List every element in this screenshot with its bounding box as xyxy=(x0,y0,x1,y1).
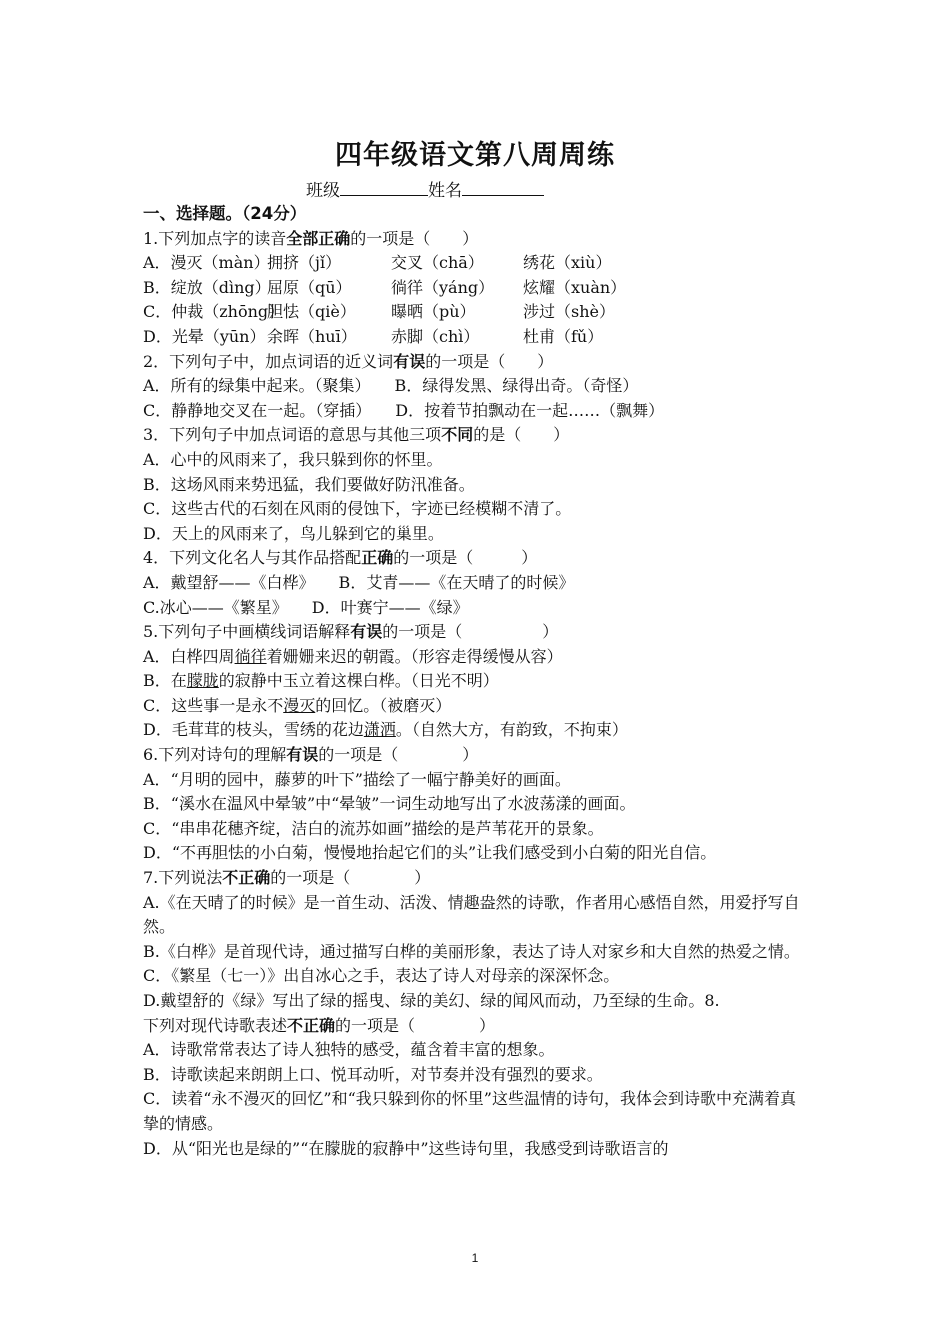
q6-option-d: D．“不再胆怯的小白菊，慢慢地抬起它们的头”让我们感受到小白菊的阳光自信。 xyxy=(143,843,717,863)
q5-option-a: A．白桦四周徜徉着姗姗来迟的朝霞。（形容走得缓慢从容） xyxy=(143,646,563,666)
q2-options-cd: C．静静地交叉在一起。（穿插） D．按着节拍飘动在一起……（飘舞） xyxy=(143,400,665,420)
question-7: 7.下列说法不正确的一项是（ ） xyxy=(143,868,431,888)
name-label: 姓名 xyxy=(428,181,462,201)
question-3: 3．下列句子中加点词语的意思与其他三项不同的是（ ） xyxy=(143,425,570,445)
q3-option-d: D．天上的风雨来了，鸟儿躲到它的巢里。 xyxy=(143,523,444,543)
exam-content xyxy=(143,202,811,1161)
question-8: 下列对现代诗歌表述不正确的一项是（ ） xyxy=(143,1015,496,1035)
section-heading: 一、选择题。（24分） xyxy=(143,204,307,223)
q5-option-b: B．在朦胧的寂静中玉立着这棵白桦。（日光不明） xyxy=(143,671,499,691)
class-blank xyxy=(340,179,428,196)
question-5: 5.下列句子中画横线词语解释有误的一项是（ ） xyxy=(143,622,559,642)
q8-option-a: A．诗歌常常表达了诗人独特的感受，蕴含着丰富的想象。 xyxy=(143,1040,555,1060)
class-label: 班级 xyxy=(306,181,340,201)
question-2: 2．下列句子中，加点词语的近义词有误的一项是（ ） xyxy=(143,351,554,371)
q1-option-c: C．仲裁（zhōng） 胆怯（qiè） 曝晒（pù） 涉过（shè） xyxy=(143,302,615,322)
q3-option-b: B．这场风雨来势迅猛，我们要做好防汛准备。 xyxy=(143,474,475,494)
q5-option-d: D．毛茸茸的枝头，雪绣的花边潇洒。（自然大方，有韵致，不拘束） xyxy=(143,720,628,740)
q4-options-ab: A．戴望舒——《白桦》 B．艾青——《在天晴了的时候》 xyxy=(143,572,575,592)
q6-option-a: A．“月明的园中，藤萝的叶下”描绘了一幅宁静美好的画面。 xyxy=(143,769,571,789)
q1-option-d: D．光晕（yūn） 余晖（huī） 赤脚（chì） 杜甫（fǔ） xyxy=(143,326,604,346)
q1-option-b: B．绽放（dìng） 屈原（qū） 徜徉（yáng） 炫耀（xuàn） xyxy=(143,277,627,297)
q2-options-ab: A．所有的绿集中起来。（聚集） B．绿得发黑、绿得出奇。（奇怪） xyxy=(143,376,639,396)
q4-options-cd: C.冰心——《繁星》 D．叶赛宁——《绿》 xyxy=(143,597,469,617)
page-title: 四年级语文第八周周练 xyxy=(335,140,615,171)
q7-option-d: D.戴望舒的《绿》写出了绿的摇曳、绿的美幻、绿的闻风而动，乃至绿的生命。8. xyxy=(143,991,720,1010)
q7-option-c: C．《繁星（七一）》出自冰心之手，表达了诗人对母亲的深深怀念。 xyxy=(143,966,620,986)
page-number: 1 xyxy=(471,1251,479,1265)
question-1: 1.下列加点字的读音全部正确的一项是（ ） xyxy=(143,228,479,248)
q6-option-c: C．“串串花穗齐绽，洁白的流苏如画”描绘的是芦苇花开的景象。 xyxy=(143,818,604,838)
question-4: 4．下列文化名人与其作品搭配正确的一项是（ ） xyxy=(143,548,538,568)
q8-option-b: B．诗歌读起来朗朗上口、悦耳动听，对节奏并没有强烈的要求。 xyxy=(143,1064,603,1084)
class-name-line xyxy=(306,176,544,201)
q3-option-a: A．心中的风雨来了，我只躲到你的怀里。 xyxy=(143,449,443,469)
q7-option-a: A.《在天晴了的时候》是一首生动、活泼、情趣盎然的诗歌，作者用心感悟自然，用爱抒写自然。 xyxy=(143,892,800,937)
q7-option-b: B.《白桦》是首现代诗，通过描写白桦的美丽形象，表达了诗人对家乡和大自然的热爱之情。 xyxy=(143,941,800,961)
q6-option-b: B．“溪水在温风中晕皱”中“晕皱”一词生动地写出了水波荡漾的画面。 xyxy=(143,794,636,814)
question-6: 6.下列对诗句的理解有误的一项是（ ） xyxy=(143,745,479,765)
q8-option-d: D．从“阳光也是绿的”“在朦胧的寂静中”这些诗句里，我感受到诗歌语言的 xyxy=(143,1138,669,1158)
q3-option-c: C．这些古代的石刻在风雨的侵蚀下，字迹已经模糊不清了。 xyxy=(143,499,572,519)
q1-option-a: A．漫灭（màn） 拥挤（jǐ） 交叉（chā） 绣花（xiù） xyxy=(143,253,612,273)
q5-option-c: C．这些事一是永不漫灭的回忆。（被磨灭） xyxy=(143,695,452,715)
name-blank xyxy=(462,179,544,196)
q8-option-c: C．读着“永不漫灭的回忆”和“我只躲到你的怀里”这些温情的诗句，我体会到诗歌中充满着真挚的情感。 xyxy=(143,1089,796,1133)
